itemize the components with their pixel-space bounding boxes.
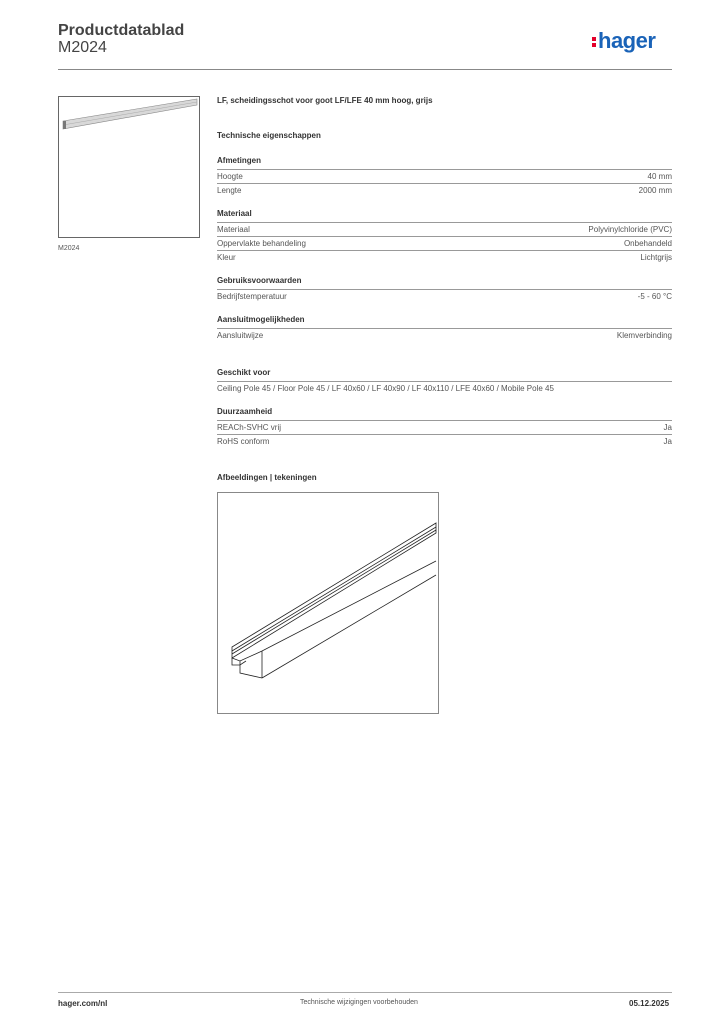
document-title: Productdatablad	[58, 22, 185, 39]
disclaimer-text: Technische wijzigingen voorbehouden	[300, 999, 418, 1006]
section-title: Afmetingen	[217, 156, 261, 165]
logo-dots-icon	[592, 35, 596, 49]
section-duurzaam	[217, 407, 672, 448]
tech-heading: Technische eigenschappen	[217, 131, 321, 140]
thumbnail-caption: M2024	[58, 245, 80, 252]
spec-row: Hoogte 40 mm	[217, 169, 672, 183]
section-afmetingen	[217, 156, 672, 197]
section-title: Materiaal	[217, 209, 252, 218]
product-description: LF, scheidingsschot voor goot LF/LFE 40 mm hoog, grijs	[217, 96, 433, 105]
section-title: Afbeeldingen | tekeningen	[217, 473, 317, 482]
section-title: Gebruiksvoorwaarden	[217, 276, 302, 285]
spec-row: Kleur Lichtgrijs	[217, 250, 672, 264]
header-divider	[58, 69, 672, 70]
section-aansluit	[217, 315, 672, 342]
section-gebruik	[217, 276, 672, 303]
section-title: Geschikt voor	[217, 368, 271, 377]
spec-row: Bedrijfstemperatuur -5 - 60 °C	[217, 289, 672, 303]
hager-logo: hager	[592, 28, 655, 54]
spec-row: REACh-SVHC vrij Ja	[217, 420, 672, 434]
product-code: M2024	[58, 39, 107, 56]
spec-row: Lengte 2000 mm	[217, 183, 672, 197]
website-link[interactable]: hager.com/nl	[58, 999, 108, 1008]
spec-row: RoHS conform Ja	[217, 434, 672, 448]
spec-row: Aansluitwijze Klemverbinding	[217, 328, 672, 342]
section-title: Duurzaamheid	[217, 407, 273, 416]
spec-row: Materiaal Polyvinylchloride (PVC)	[217, 222, 672, 236]
product-thumbnail	[58, 96, 200, 238]
spec-row: Oppervlakte behandeling Onbehandeld	[217, 236, 672, 250]
footer-divider	[58, 992, 672, 993]
section-materiaal	[217, 209, 672, 264]
technical-drawing	[217, 492, 439, 714]
section-title: Aansluitmogelijkheden	[217, 315, 305, 324]
document-date: 05.12.2025	[629, 999, 670, 1008]
compatible-list: Ceiling Pole 45 / Floor Pole 45 / LF 40x60 / LF 40x90 / LF 40x110 / LFE 40x60 / Mobile Pole 45	[217, 381, 672, 395]
section-geschikt	[217, 368, 672, 395]
